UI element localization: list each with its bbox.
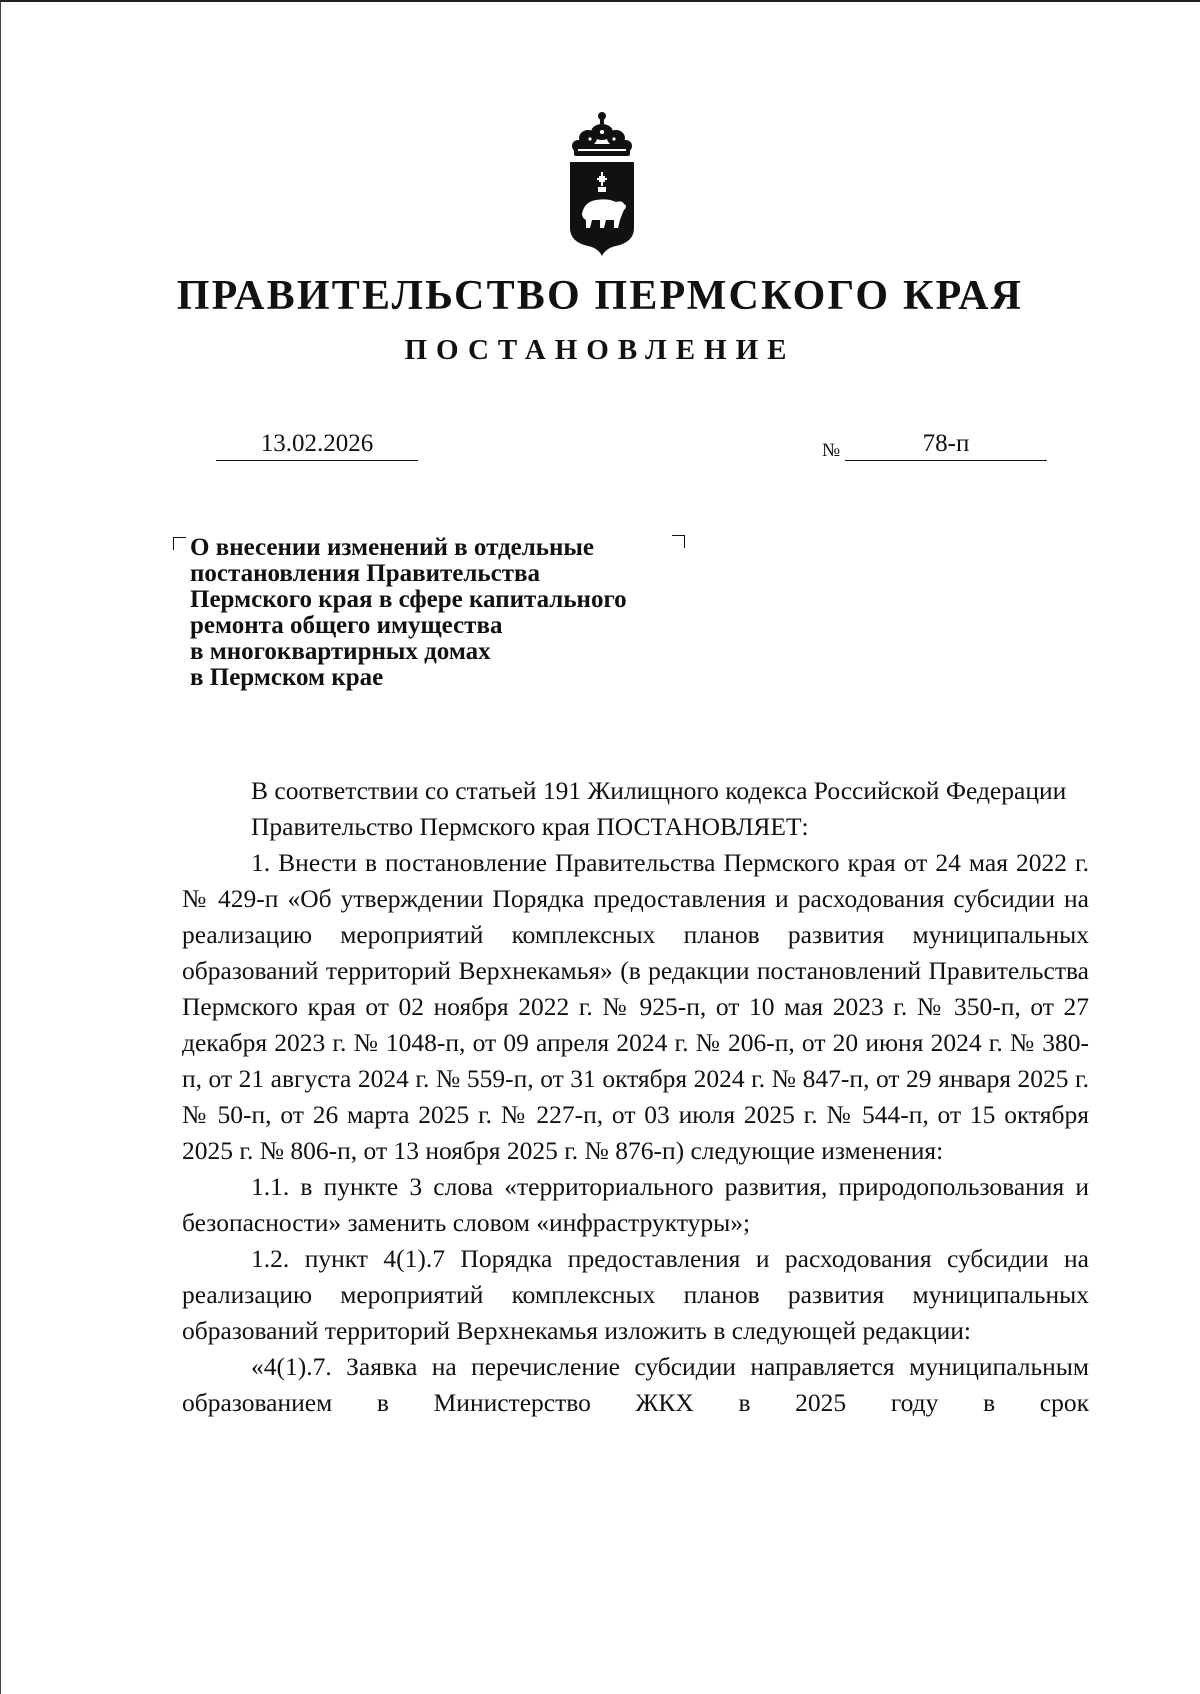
subject-line: Пермского края в сфере капитального [190, 586, 627, 613]
document-subject [190, 535, 710, 691]
subject-line: в многоквартирных домах [190, 638, 491, 665]
subject-line: ремонта общего имущества [190, 612, 503, 639]
item-1-1-paragraph: 1.1. в пункте 3 слова «территориального развития, природопользования и безопасности» заменить словом «инфраструктуры»; [182, 1172, 1089, 1237]
document-date: 13.02.2026 [216, 428, 418, 461]
document-body [182, 773, 1089, 1421]
preamble-paragraph: В соответствии со статьей 191 Жилищного кодекса Российской Федерации [251, 776, 1067, 805]
subject-corner-mark-left [173, 537, 186, 550]
resolves-paragraph: Правительство Пермского края ПОСТАНОВЛЯЕТ: [251, 812, 809, 841]
item-1-2-paragraph: 1.2. пункт 4(1).7 Порядка предоставления и расходования субсидии на реализацию мероприятий комплексных планов развития муниципальных образований территорий Верхнекамья изложить в следующей редакции: [182, 1244, 1089, 1345]
subject-line: постановления Правительства [190, 560, 540, 587]
item-1-paragraph: 1. Внести в постановление Правительства Пермского края от 24 мая 2022 г. № 429-п «Об утверждении Порядка предоставления и расходования субсидии на реализацию мероприятий комплексных планов развития муниципальных образований территорий Верхнекамья» (в редакции постановлений Правительства Пермского края от 02 ноября 2022 г. № 925-п, от 10 мая 2023 г. № 350-п, от 27 декабря 2023 г. № 1048-п, от 09 апреля 2024 г. № 206-п, от 20 июня 2024 г. № 380-п, от 21 августа 2024 г. № 559-п, от 31 октября 2024 г. № 847-п, от 29 января 2025 г. № 50-п, от 26 марта 2025 г. № 227-п, от 03 июля 2025 г. № 544-п, от 15 октября 2025 г. № 806-п, от 13 ноября 2025 г. № 876-п) следующие изменения: [182, 848, 1089, 1165]
document-type-title: ПОСТАНОВЛЕНИЕ [404, 334, 796, 366]
perm-krai-coat-of-arms-icon [566, 110, 638, 260]
subject-line: О внесении изменений в отдельные [190, 534, 595, 561]
subject-line: в Пермском крае [190, 664, 384, 691]
number-sign: № [822, 440, 841, 461]
quoted-item-paragraph: «4(1).7. Заявка на перечисление субсидии направляется муниципальным образованием в Министерство ЖКХ в 2025 году в срок [182, 1352, 1089, 1417]
document-number: 78-п [845, 428, 1047, 461]
government-title: ПРАВИТЕЛЬСТВО ПЕРМСКОГО КРАЯ [176, 273, 1024, 319]
